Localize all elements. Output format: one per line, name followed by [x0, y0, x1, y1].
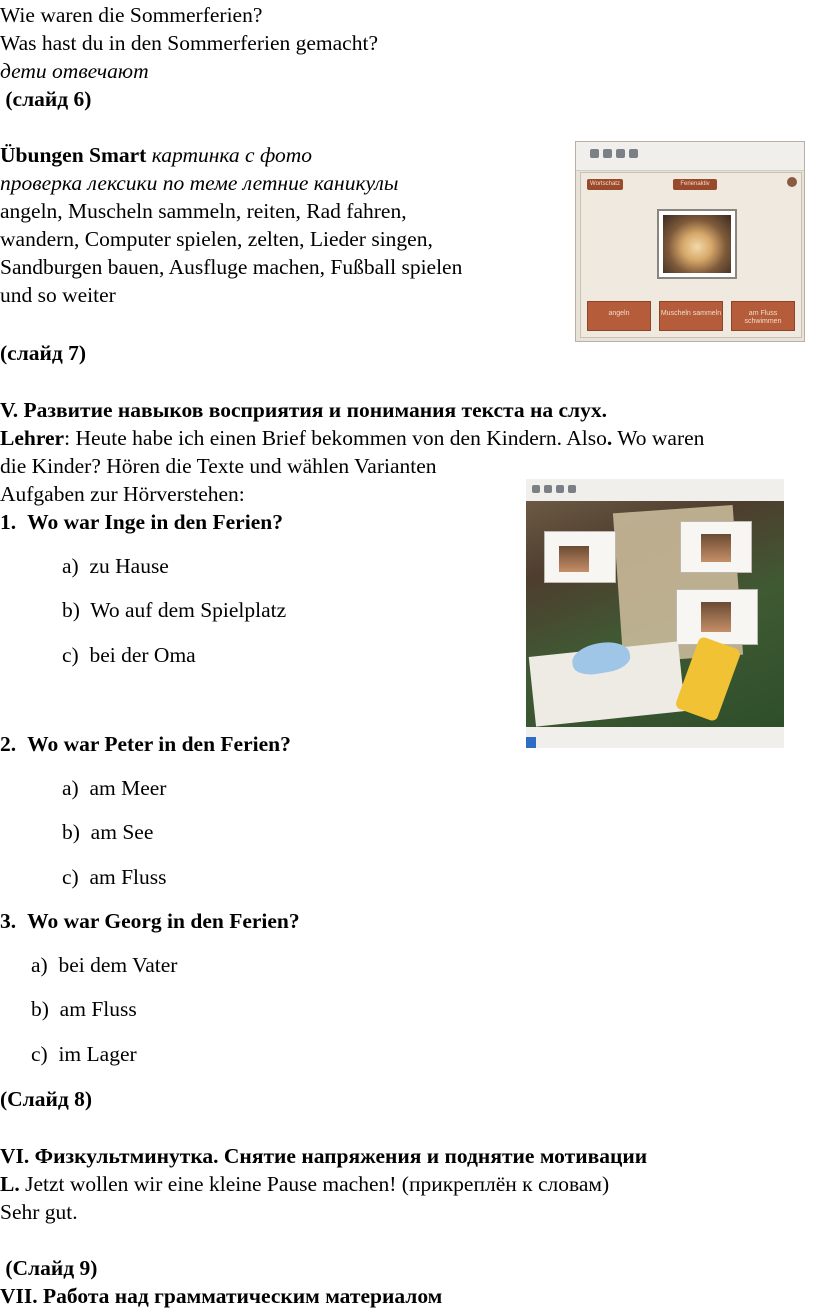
option-text: am Fluss [59, 997, 137, 1021]
smart-answer-cards [587, 301, 795, 333]
question-2 [0, 731, 291, 758]
select-tool-icon [532, 485, 540, 493]
option-b [31, 996, 137, 1023]
option-text: bei der Oma [89, 643, 196, 667]
listening-heading: V. Развитие навыков восприятия и понимания текста на слух. [0, 398, 607, 422]
smart-bottom-bar [526, 727, 784, 748]
intro-question-1: Wie waren die Sommerferien? [0, 3, 263, 27]
fill-tool-icon [568, 485, 576, 493]
smart-slide-frame [580, 172, 802, 338]
option-letter: a) [62, 776, 79, 800]
start-button-icon [526, 737, 536, 748]
option-a [62, 553, 169, 580]
pause-label: L. [0, 1172, 20, 1196]
shells-in-hands-picture [663, 215, 731, 273]
question-text: Wo war Peter in den Ferien? [27, 732, 291, 756]
smart-photo [657, 209, 737, 279]
option-a [62, 775, 166, 802]
option-letter: c) [31, 1042, 48, 1066]
smart-board-screenshot-vocab [575, 141, 805, 342]
teacher-label: Lehrer [0, 426, 65, 450]
option-text: bei dem Vater [58, 953, 178, 977]
smart-board-screenshot-letters [526, 479, 784, 748]
answer-card: angeln [587, 301, 651, 331]
pause-text: Jetzt wollen wir eine kleine Pause machen! (прикреплён к словам) [19, 1172, 610, 1196]
option-letter: c) [62, 865, 79, 889]
option-a [31, 952, 177, 979]
smart-toolbar [526, 479, 784, 502]
option-b [62, 819, 153, 846]
smart-toolbar [576, 142, 804, 171]
question-number: 1. [0, 510, 17, 534]
letters-photo [526, 501, 784, 727]
question-text: Wo war Inge in den Ferien? [27, 510, 283, 534]
option-text: im Lager [58, 1042, 137, 1066]
pause-line-2: Sehr gut. [0, 1200, 78, 1224]
letter-card-inge [544, 531, 616, 583]
smart-check: проверка лексики по теме летние каникулы [0, 171, 399, 195]
fill-tool-icon [629, 149, 638, 158]
smart-title [0, 142, 312, 169]
teacher-dot: . [606, 426, 613, 450]
pen-tool-icon [544, 485, 552, 493]
smart-corner-icon [787, 177, 797, 187]
teacher-line-2: die Kinder? Hören die Texte und wählen Varianten [0, 454, 437, 478]
intro-question-2: Was hast du in den Sommerferien gemacht? [0, 31, 378, 55]
select-tool-icon [590, 149, 599, 158]
smart-tag-left: Wortschatz [587, 179, 623, 190]
option-text: am Meer [89, 776, 167, 800]
child-photo [701, 602, 731, 632]
pause-line-1 [0, 1171, 609, 1198]
vocab-line: angeln, Muscheln sammeln, reiten, Rad fahren, [0, 199, 407, 223]
option-text: am Fluss [89, 865, 167, 889]
child-photo [559, 546, 589, 572]
eraser-tool-icon [556, 485, 564, 493]
slide-7-label: (слайд 7) [0, 341, 87, 365]
option-letter: a) [31, 953, 48, 977]
tasks-label: Aufgaben zur Hörverstehen: [0, 482, 245, 506]
option-text: zu Hause [89, 554, 169, 578]
question-number: 2. [0, 732, 17, 756]
answer-card: am Fluss schwimmen [731, 301, 795, 331]
option-text: am See [90, 820, 154, 844]
option-letter: c) [62, 643, 79, 667]
option-letter: b) [62, 598, 80, 622]
option-b [62, 597, 286, 624]
letter-card-peter [680, 521, 752, 573]
child-photo [701, 534, 731, 562]
question-text: Wo war Georg in den Ferien? [27, 909, 300, 933]
intro-note: дети отвечают [0, 59, 149, 83]
smart-title-italic: картинка с фото [146, 143, 312, 167]
option-letter: a) [62, 554, 79, 578]
slide-8-label: (Слайд 8) [0, 1087, 93, 1111]
eraser-tool-icon [616, 149, 625, 158]
question-1 [0, 509, 283, 536]
vocab-line: und so weiter [0, 283, 116, 307]
smart-tag-center: Ferienaktiv [673, 179, 717, 190]
option-c [62, 642, 196, 669]
question-3 [0, 908, 300, 935]
teacher-line-1 [0, 425, 704, 452]
vocab-line: wandern, Computer spielen, zelten, Lieder singen, [0, 227, 433, 251]
question-number: 3. [0, 909, 17, 933]
slide-6-label: (слайд 6) [0, 87, 92, 111]
letter-card-georg [676, 589, 758, 645]
teacher-text-1: : Heute habe ich einen Brief bekommen von den Kindern. Also [64, 426, 607, 450]
teacher-text-2: Wo waren [612, 426, 705, 450]
vocab-line: Sandburgen bauen, Ausfluge machen, Fußball spielen [0, 255, 463, 279]
option-letter: b) [62, 820, 80, 844]
option-text: Wo auf dem Spielplatz [90, 598, 287, 622]
option-c [62, 864, 167, 891]
option-letter: b) [31, 997, 49, 1021]
option-c [31, 1041, 137, 1068]
slide-9-label: (Слайд 9) [0, 1256, 98, 1280]
answer-card: Muscheln sammeln [659, 301, 723, 331]
pause-heading: VI. Физкультминутка. Снятие напряжения и поднятие мотивации [0, 1144, 648, 1168]
pen-tool-icon [603, 149, 612, 158]
grammar-heading: VII. Работа над грамматическим материалом [0, 1284, 443, 1308]
smart-title-bold: Übungen Smart [0, 143, 147, 167]
